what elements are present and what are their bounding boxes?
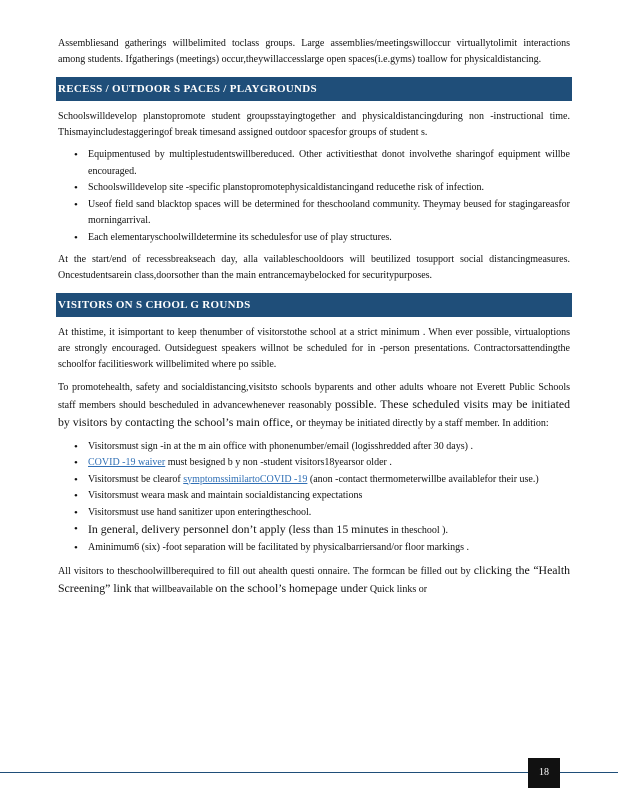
- list-item: • Visitorsmust sign -in at the m ain office with phonenumber/email (logisshredded after 30 days) .: [88, 439, 570, 456]
- section-heading-visitors: VISITORS ON S CHOOL G ROUNDS: [56, 293, 572, 317]
- visitors-paragraph-2-part-b: possible. These scheduled visits may be initiated by visitors by contacting the school’s main office, or: [58, 396, 570, 430]
- list-item: • Equipmentused by multiplestudentswillbereduced. Other activitiesthat donot involvethe sharingof equipment willbe encouraged.: [88, 147, 570, 180]
- list-item: • Schoolswilldevelop site -specific planstopromotephysicaldistancingand reducethe risk of infection.: [88, 180, 570, 197]
- list-item-text: must besigned b y non -student visitors18yearsor older .: [165, 457, 392, 469]
- list-item: [88, 455, 570, 472]
- list-item: • Each elementaryschoolwilldetermine its schedulesfor use of play structures.: [88, 230, 570, 247]
- visitors-bullet-list: [58, 439, 570, 557]
- visitors-paragraph-2: [58, 380, 570, 433]
- visitors-paragraph-3: [58, 562, 570, 599]
- visitors-paragraph-3-part-e: Quick links or: [367, 584, 428, 596]
- visitors-paragraph-3-part-d: on the school’s homepage under: [215, 581, 368, 596]
- list-item-text: In general, delivery personnel don’t apply (less than 15 minutes: [88, 522, 389, 537]
- list-item: [88, 521, 570, 540]
- page-number: 18: [528, 758, 560, 788]
- visitors-paragraph-2-part-c: theymay be initiated directly by a staff member. In addition:: [308, 418, 549, 430]
- list-item-text: Visitorsmust be clearof: [88, 473, 184, 485]
- covid-waiver-link[interactable]: COVID -19 waiver: [88, 457, 166, 469]
- visitors-paragraph-3-part-b: clicking the “Health Screening” link: [58, 563, 570, 596]
- list-item: • Visitorsmust use hand sanitizer upon enteringtheschool.: [88, 505, 570, 522]
- intro-paragraph: Assembliesand gatherings willbelimited toclass groups. Large assemblies/meetingswilloccur virtuallytolimit interactions among students. Ifgatherings (meetings) occur,theywillaccesslarge open spaces(i.e.gyms) toallow for physicaldistancing.: [58, 38, 570, 66]
- list-item: • Visitorsmust weara mask and maintain socialdistancing expectations: [88, 488, 570, 505]
- recess-bullet-list: [58, 147, 570, 246]
- list-item-text: in theschool ).: [388, 525, 448, 537]
- recess-paragraph-2: At the start/end of recessbreakseach day, alla vailableschooldoors will beutilized tosupport social distancingmeasures. Oncestudentsarein class,doorsother than the main entrancemaybelocked for securitypurposes.: [58, 254, 570, 282]
- visitors-paragraph-3-part-c: that willbeavailable: [131, 584, 216, 596]
- recess-paragraph-1: Schoolswilldevelop planstopromote student groupsstayingtogether and physicaldistancingduring non -instructional time. Thismayincludestaggeringof break timesand assigned outdoor spacesfor groups of student s.: [58, 110, 570, 138]
- list-item: • Aminimum6 (six) -foot separation will be facilitated by physicalbarriersand/or floor markings .: [88, 540, 570, 557]
- symptoms-link[interactable]: symptomssimilartoCOVID -19: [183, 473, 308, 485]
- section-heading-recess: RECESS / OUTDOOR S PACES / PLAYGROUNDS: [56, 77, 572, 101]
- list-item: • Useof field sand blacktop spaces will be determined for theschooland community. Theymay beused for stagingareasfor morningarrival.: [88, 197, 570, 230]
- list-item-text: (anon -contact thermometerwillbe availablefor their use.): [307, 473, 539, 485]
- footer-rule: [0, 772, 618, 773]
- visitors-paragraph-2-part-a: To promotehealth, safety and socialdistancing,visitsto schools byparents and other adults whoare not Everett Public Schools staff members should bescheduled in advancewhenever reasonably: [58, 381, 570, 411]
- document-page: [58, 36, 570, 599]
- visitors-paragraph-3-part-a: All visitors to theschoolwillberequired to fill out ahealth questi onnaire. The formcan be filled out by: [58, 566, 471, 578]
- list-item: [88, 472, 570, 489]
- visitors-paragraph-1: At thistime, it isimportant to keep thenumber of visitorstothe school at a strict minimum . When ever possible, virtualoptions are strongly encouraged. Outsideguest speakers willnot be scheduled for in -person presentations. Contractorsattendingthe schoolfor facilitieswork willbelimited where po ssible.: [58, 326, 570, 371]
